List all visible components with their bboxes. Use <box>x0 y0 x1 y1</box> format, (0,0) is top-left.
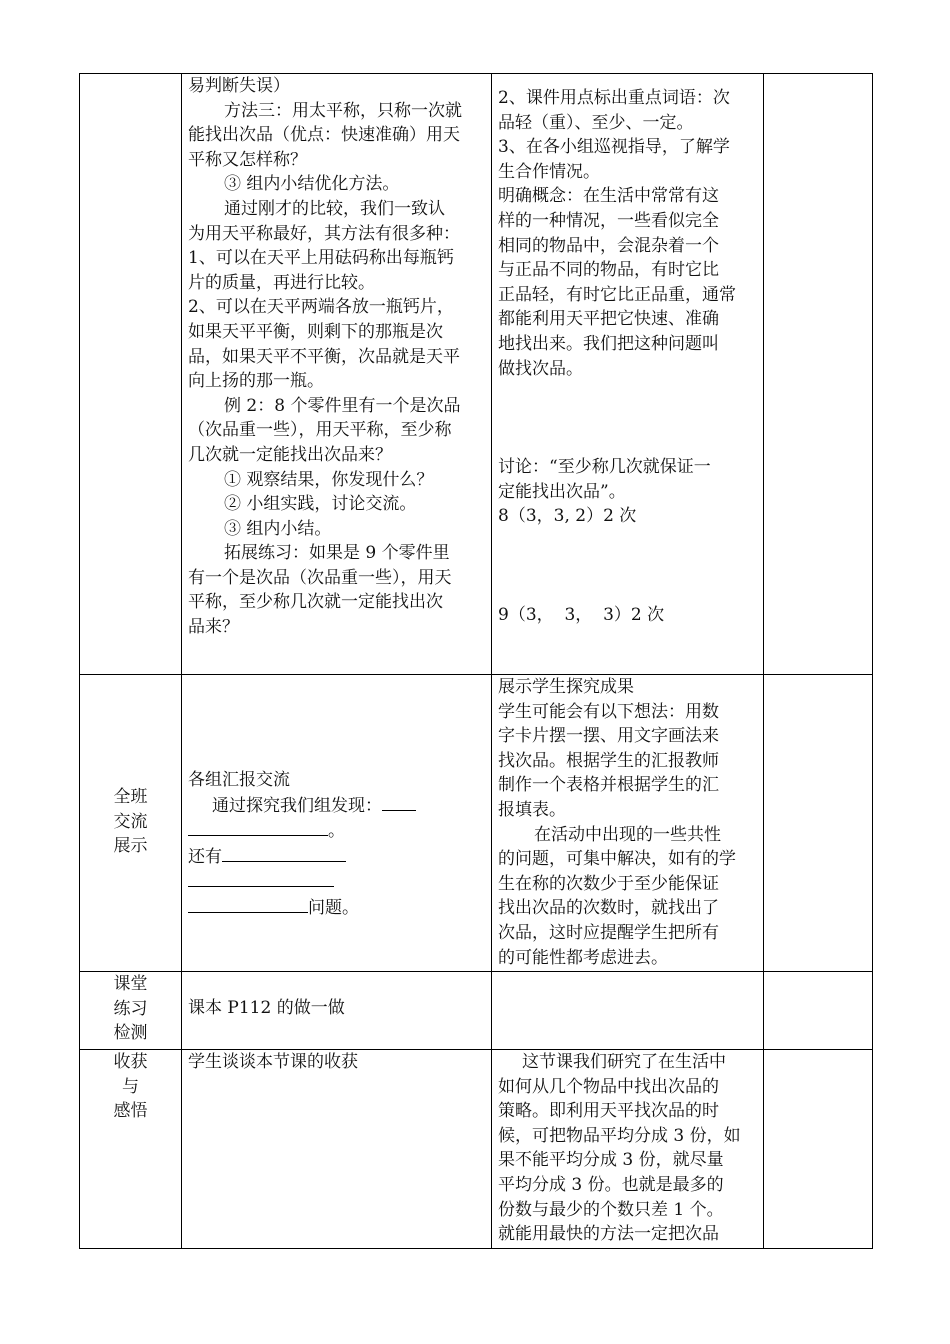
text-line <box>188 895 485 921</box>
period-text: 。 <box>328 821 345 842</box>
text-line: 定能找出次品”。 <box>498 481 626 502</box>
spacer <box>498 74 757 86</box>
blank-line <box>382 793 416 811</box>
row1-student-activity <box>182 74 492 675</box>
row-label-line: 课堂 <box>113 974 148 994</box>
also-label: 还有 <box>188 846 222 867</box>
text-line: 地找出来。我们把这种问题叫 <box>498 333 719 354</box>
text-line: 品轻（重）、至少、一定。 <box>498 112 694 133</box>
text-line: 拓展练习：如果是 9 个零件里 <box>224 543 450 564</box>
row-label-line: 感悟 <box>113 1101 148 1122</box>
text-line: 样的一种情况，一些看似完全 <box>498 210 719 231</box>
row4-student-activity <box>182 1050 492 1249</box>
text-line: 平称，至少称几次就一定能找出次 <box>188 592 443 613</box>
text-line: 品来？ <box>188 617 239 638</box>
text-line: 通过刚才的比较，我们一致认 <box>224 198 445 219</box>
row-class-presentation <box>80 675 873 972</box>
text-line: 生合作情况。 <box>498 161 600 182</box>
row3-notes-cell <box>764 972 873 1050</box>
text-line: 在活动中出现的一些共性 <box>534 824 721 845</box>
row1-teacher-guidance <box>492 74 764 675</box>
text-line: 展示学生探究成果 <box>498 677 634 697</box>
row4-notes-cell <box>764 1050 873 1249</box>
text-line: 正品轻，有时它比正品重，通常 <box>498 284 736 305</box>
text-line: 3、在各小组巡视指导，了解学 <box>498 137 730 158</box>
text-line <box>188 818 485 844</box>
row2-student-activity <box>182 675 492 972</box>
text-line: 制作一个表格并根据学生的汇 <box>498 775 719 796</box>
text-line: 学生谈谈本节课的收获 <box>188 1052 358 1072</box>
blank-line <box>188 895 308 913</box>
text-line <box>188 869 485 895</box>
text-line: 片的质量，再进行比较。 <box>188 272 375 293</box>
text-line: 与正品不同的物品，有时它比 <box>498 260 719 281</box>
text-line: 字卡片摆一摆、用文字画法来 <box>498 726 719 747</box>
spacer <box>188 675 485 768</box>
blank-line <box>188 818 328 836</box>
row-reflection <box>80 1050 873 1249</box>
text-line: 果不能平均分成 3 份，就尽量 <box>498 1150 724 1171</box>
text-line: 策略。即利用天平找次品的时 <box>498 1101 719 1122</box>
text-line: 相同的物品中，会混杂着一个 <box>498 235 719 256</box>
found-label: 通过探究我们组发现： <box>212 795 382 816</box>
text-line: 平均分成 3 份。也就是最多的 <box>498 1174 724 1195</box>
row4-label-cell <box>80 1050 182 1249</box>
row-label-line: 检测 <box>113 1023 148 1044</box>
row2-notes-cell <box>764 675 873 972</box>
text-line: 都能利用天平把它快速、准确 <box>498 309 719 330</box>
text-line: 讨论：“至少称几次就保证一 <box>498 457 711 478</box>
text-line: 有一个是次品（次品重一些），用天 <box>188 567 452 588</box>
text-line: 生在称的次数少于至少能保证 <box>498 873 719 894</box>
row-label-line: 展示 <box>113 836 148 857</box>
text-line: 报填表。 <box>498 799 566 820</box>
text-line: ③ 组内小结。 <box>224 518 332 539</box>
blank-line <box>222 844 346 862</box>
row1-notes-cell <box>764 74 873 675</box>
text-line: 2、课件用点标出重点词语：次 <box>498 88 730 108</box>
text-line: 为用天平称最好，其方法有很多种： <box>188 223 460 244</box>
row2-teacher-guidance <box>492 675 764 972</box>
row-exploration <box>80 74 873 675</box>
text-line: 次品，这时应提醒学生把所有 <box>498 922 719 943</box>
text-line: 课本 P112 的做一做 <box>188 998 345 1018</box>
row3-label-cell <box>80 972 182 1050</box>
spacer <box>498 529 757 603</box>
row-label-line: 交流 <box>113 811 148 832</box>
text-line: 1、可以在天平上用砝码称出每瓶钙 <box>188 248 454 269</box>
row-label-line: 练习 <box>113 998 148 1019</box>
text-line: 如何从几个物品中找出次品的 <box>498 1076 719 1097</box>
text-line: ① 观察结果，你发现什么？ <box>224 469 434 490</box>
text-line: 学生可能会有以下想法：用数 <box>498 701 719 722</box>
row-label-line: 全班 <box>113 787 148 807</box>
row3-student-activity <box>182 972 492 1050</box>
row4-teacher-guidance <box>492 1050 764 1249</box>
text-line: 找次品。根据学生的汇报教师 <box>498 750 719 771</box>
text-line: 平称又怎样称？ <box>188 149 307 170</box>
row-label-line: 收获 <box>113 1052 148 1072</box>
text-line: ② 小组实践，讨论交流。 <box>224 494 417 515</box>
text-line: ③ 组内小结优化方法。 <box>224 174 400 195</box>
text-line: 如果天平平衡，则剩下的那瓶是次 <box>188 321 443 342</box>
text-line: 品，如果天平不平衡，次品就是天平 <box>188 346 460 367</box>
text-line <box>188 793 485 819</box>
row-label-line: 与 <box>122 1076 139 1097</box>
text-line: 份数与最少的个数只差 1 个。 <box>498 1199 724 1220</box>
spacer <box>188 972 485 996</box>
text-line: 就能用最快的方法一定把次品 <box>498 1224 719 1245</box>
lesson-plan-table <box>79 73 873 1249</box>
text-line: 8（3，3, 2）2 次 <box>498 506 637 527</box>
text-line <box>188 844 485 870</box>
text-line: 明确概念：在生活中常常有这 <box>498 186 719 207</box>
text-line: 几次就一定能找出次品来？ <box>188 444 392 465</box>
text-line: （次品重一些），用天平称，至少称 <box>188 420 452 441</box>
text-line: 2、可以在天平两端各放一瓶钙片， <box>188 297 454 318</box>
problem-text: 问题。 <box>308 897 359 918</box>
section-title: 各组汇报交流 <box>188 770 290 790</box>
text-line: 做找次品。 <box>498 358 583 379</box>
text-line: 方法三：用太平称，只称一次就 <box>224 100 462 121</box>
text-line: 向上扬的那一瓶。 <box>188 371 324 392</box>
text-line: 候，可把物品平均分成 3 份，如 <box>498 1125 741 1146</box>
spacer <box>498 381 757 455</box>
row3-teacher-guidance <box>492 972 764 1050</box>
text-line: 的问题，可集中解决，如有的学 <box>498 849 736 870</box>
text-line: 能找出次品（优点：快速准确）用天 <box>188 125 460 146</box>
row-classroom-practice <box>80 972 873 1050</box>
text-line: 找出次品的次数时，就找出了 <box>498 898 719 919</box>
blank-line <box>188 869 334 887</box>
text-line: 例 2：8 个零件里有一个是次品 <box>224 395 461 416</box>
text-line: 这节课我们研究了在生活中 <box>522 1052 726 1072</box>
text-line: 易判断失误） <box>188 76 290 96</box>
text-line: 9（3， 3， 3）2 次 <box>498 604 665 625</box>
text-line: 的可能性都考虑进去。 <box>498 947 668 968</box>
row1-label-cell <box>80 74 182 675</box>
row2-label-cell <box>80 675 182 972</box>
